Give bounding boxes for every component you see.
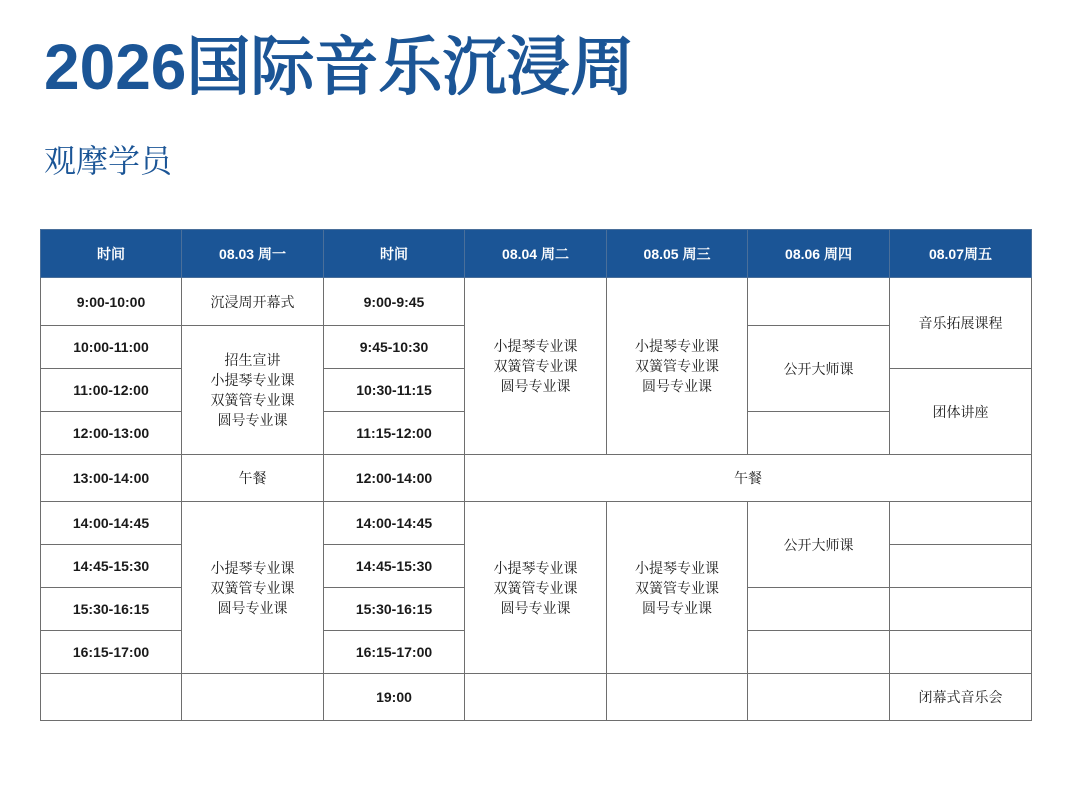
time-cell: 15:30-16:15 <box>324 588 465 631</box>
empty-cell <box>465 674 607 721</box>
event-cell <box>182 455 324 502</box>
page-subtitle: 观摩学员 <box>44 143 173 179</box>
event-line: 小提琴专业课 <box>210 372 295 388</box>
empty-cell <box>748 588 890 631</box>
header-cell: 08.03 周一 <box>182 230 324 278</box>
header-cell: 08.07周五 <box>890 230 1032 278</box>
event-line: 圆号专业课 <box>642 599 712 616</box>
time-cell: 16:15-17:00 <box>41 631 182 674</box>
time-cell: 11:00-12:00 <box>41 369 182 412</box>
event-line: 午餐 <box>734 470 762 486</box>
time-cell: 9:00-9:45 <box>324 278 465 326</box>
header-cell: 08.04 周二 <box>465 230 607 278</box>
table-row <box>41 278 1032 326</box>
event-line: 双簧管专业课 <box>635 358 719 374</box>
table-row <box>41 674 1032 721</box>
event-line: 双簧管专业课 <box>635 579 719 596</box>
event-line: 沉浸周开幕式 <box>210 293 295 310</box>
event-line: 团体讲座 <box>932 403 989 420</box>
time-cell: 12:00-14:00 <box>324 455 465 502</box>
time-cell: 10:00-11:00 <box>41 326 182 369</box>
empty-cell <box>890 588 1032 631</box>
empty-cell <box>890 545 1032 588</box>
event-cell <box>182 278 324 326</box>
event-line: 双簧管专业课 <box>493 579 578 596</box>
empty-cell <box>890 502 1032 545</box>
event-line: 小提琴专业课 <box>210 559 295 576</box>
event-cell <box>465 278 607 455</box>
time-cell: 13:00-14:00 <box>41 455 182 502</box>
event-cell <box>182 502 324 674</box>
header-cell: 时间 <box>41 230 182 278</box>
event-cell <box>890 369 1032 455</box>
empty-cell <box>748 674 890 721</box>
header-cell: 08.06 周四 <box>748 230 890 278</box>
event-cell <box>890 674 1032 721</box>
event-cell <box>607 278 748 455</box>
event-cell <box>890 278 1032 369</box>
event-line: 小提琴专业课 <box>493 338 578 354</box>
time-cell: 14:45-15:30 <box>324 545 465 588</box>
event-line: 闭幕式音乐会 <box>918 689 1003 705</box>
event-cell <box>465 502 607 674</box>
event-line: 双簧管专业课 <box>493 358 578 374</box>
header-cell: 时间 <box>324 230 465 278</box>
empty-cell <box>607 674 748 721</box>
time-cell: 14:00-14:45 <box>41 502 182 545</box>
event-cell <box>607 502 748 674</box>
table-row <box>41 502 1032 545</box>
event-line: 圆号专业课 <box>217 412 288 428</box>
empty-cell <box>890 631 1032 674</box>
time-cell: 12:00-13:00 <box>41 412 182 455</box>
event-line: 双簧管专业课 <box>210 579 295 596</box>
event-cell <box>182 326 324 455</box>
page-title: 2026国际音乐沉浸周 <box>44 31 635 103</box>
time-cell: 16:15-17:00 <box>324 631 465 674</box>
event-line: 圆号专业课 <box>500 599 571 616</box>
schedule-table <box>40 229 1032 721</box>
time-cell: 14:45-15:30 <box>41 545 182 588</box>
event-line: 小提琴专业课 <box>635 338 719 354</box>
time-cell: 9:45-10:30 <box>324 326 465 369</box>
table-header-row <box>41 230 1032 278</box>
event-line: 圆号专业课 <box>217 599 288 616</box>
empty-cell <box>748 631 890 674</box>
empty-cell <box>748 412 890 455</box>
time-cell: 15:30-16:15 <box>41 588 182 631</box>
empty-cell <box>748 278 890 326</box>
event-cell <box>465 455 1032 502</box>
table-row <box>41 455 1032 502</box>
time-cell: 9:00-10:00 <box>41 278 182 326</box>
event-cell <box>748 502 890 588</box>
time-cell: 10:30-11:15 <box>324 369 465 412</box>
event-line: 午餐 <box>238 470 267 486</box>
empty-cell <box>182 674 324 721</box>
event-cell <box>748 326 890 412</box>
event-line: 圆号专业课 <box>642 378 712 394</box>
header-cell: 08.05 周三 <box>607 230 748 278</box>
event-line: 招生宣讲 <box>224 352 281 368</box>
time-cell <box>41 674 182 721</box>
event-line: 公开大师课 <box>783 536 854 553</box>
event-line: 双簧管专业课 <box>210 392 295 408</box>
event-line: 小提琴专业课 <box>635 559 719 576</box>
event-line: 音乐拓展课程 <box>918 315 1003 331</box>
time-cell: 14:00-14:45 <box>324 502 465 545</box>
time-cell: 11:15-12:00 <box>324 412 465 455</box>
event-line: 小提琴专业课 <box>493 559 578 576</box>
event-line: 圆号专业课 <box>500 378 571 394</box>
time-cell: 19:00 <box>324 674 465 721</box>
event-line: 公开大师课 <box>783 360 854 377</box>
